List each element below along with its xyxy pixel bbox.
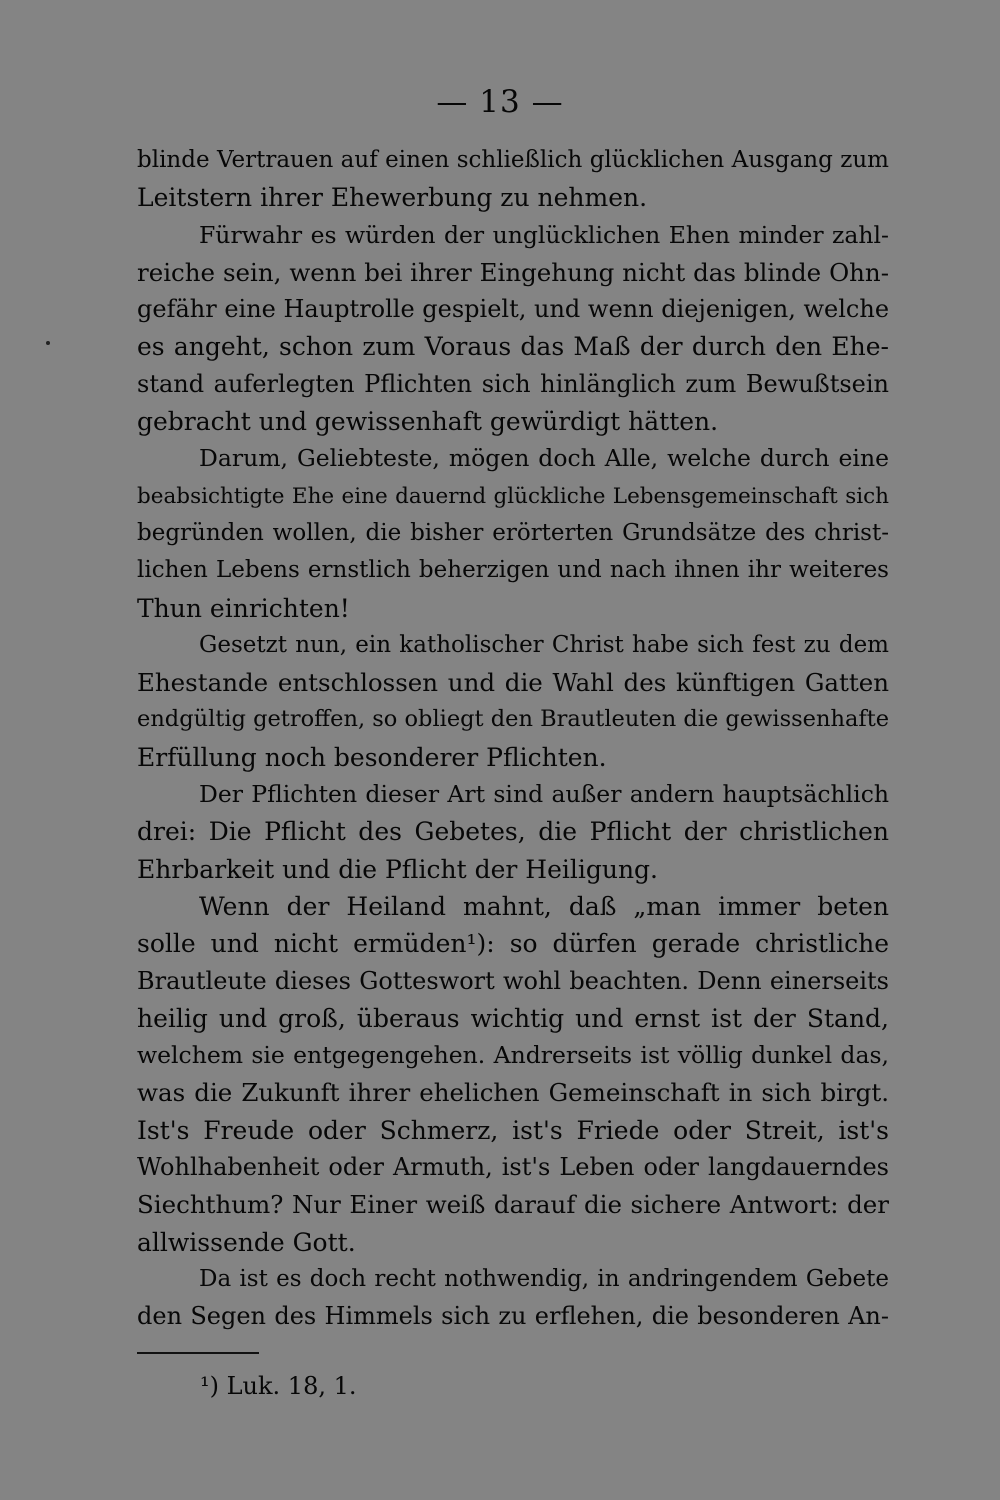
text-line: Erfüllung noch besonderer Pflichten. <box>137 742 607 772</box>
footnote-rule <box>137 1352 259 1354</box>
text-line: reiche sein, wenn bei ihrer Eingehung nicht das blinde Ohn- <box>137 257 889 287</box>
body-text <box>137 142 889 1336</box>
text-line: Ehrbarkeit und die Pflicht der Heiligung. <box>137 854 659 884</box>
page-number: — 13 — <box>436 84 564 120</box>
text-line: Ehestande entschlossen und die Wahl des künftigen Gatten <box>137 668 889 698</box>
text-line: blinde Vertrauen auf einen schließlich glücklichen Ausgang zum <box>137 147 889 173</box>
text-line: Wohlhabenheit oder Armuth, ist's Leben oder langdauerndes <box>137 1153 889 1182</box>
text-line: es angeht, schon zum Voraus das Maß der durch den Ehe- <box>137 332 889 362</box>
text-line: Thun einrichten! <box>137 593 350 623</box>
text-line: was die Zukunft ihrer ehelichen Gemeinschaft in sich birgt. <box>137 1078 889 1108</box>
text-line: stand auferlegten Pflichten sich hinlänglich zum Bewußtsein <box>137 369 889 398</box>
text-line: lichen Lebens ernstlich beherzigen und nach ihnen ihr weiteres <box>137 557 889 584</box>
text-line: beabsichtigte Ehe eine dauernd glückliche Lebensgemeinschaft sich <box>137 483 889 509</box>
text-line: Siechthum? Nur Einer weiß darauf die sichere Antwort: der <box>137 1190 889 1220</box>
footnote: ¹) Luk. 18, 1. <box>200 1372 357 1400</box>
text-line: Darum, Geliebteste, mögen doch Alle, welche durch eine <box>199 444 889 473</box>
text-line: gebracht und gewissenhaft gewürdigt hätten. <box>137 407 719 437</box>
text-line: heilig und groß, überaus wichtig und ernst ist der Stand, <box>137 1003 889 1033</box>
text-line: welchem sie entgegengehen. Andrerseits ist völlig dunkel das, <box>137 1041 889 1070</box>
text-line: Gesetzt nun, ein katholischer Christ habe sich fest zu dem <box>199 631 889 658</box>
margin-mark <box>46 341 50 345</box>
text-line: Brautleute dieses Gotteswort wohl beachten. Denn einerseits <box>137 966 889 995</box>
text-line: Der Pflichten dieser Art sind außer andern hauptsächlich <box>199 780 889 809</box>
text-line: Ist's Freude oder Schmerz, ist's Friede oder Streit, ist's <box>137 1115 889 1145</box>
text-line: drei: Die Pflicht des Gebetes, die Pflicht der christlichen <box>137 817 889 847</box>
text-line: Wenn der Heiland mahnt, daß „man immer beten <box>199 891 889 921</box>
text-line: endgültig getroffen, so obliegt den Brautleuten die gewissenhafte <box>137 706 890 733</box>
text-line: allwissende Gott. <box>137 1227 356 1257</box>
text-line: Da ist es doch recht nothwendig, in andringendem Gebete <box>199 1265 889 1292</box>
text-line: begründen wollen, die bisher erörterten Grundsätze des christ- <box>137 519 889 546</box>
text-line: Leitstern ihrer Ehewerbung zu nehmen. <box>137 183 648 213</box>
text-line: gefähr eine Hauptrolle gespielt, und wenn diejenigen, welche <box>137 295 890 324</box>
text-line: den Segen des Himmels sich zu erflehen, die besonderen An- <box>137 1302 889 1331</box>
text-line: Fürwahr es würden der unglücklichen Ehen minder zahl- <box>199 220 889 249</box>
text-line: solle und nicht ermüden¹): so dürfen gerade christliche <box>137 929 889 959</box>
